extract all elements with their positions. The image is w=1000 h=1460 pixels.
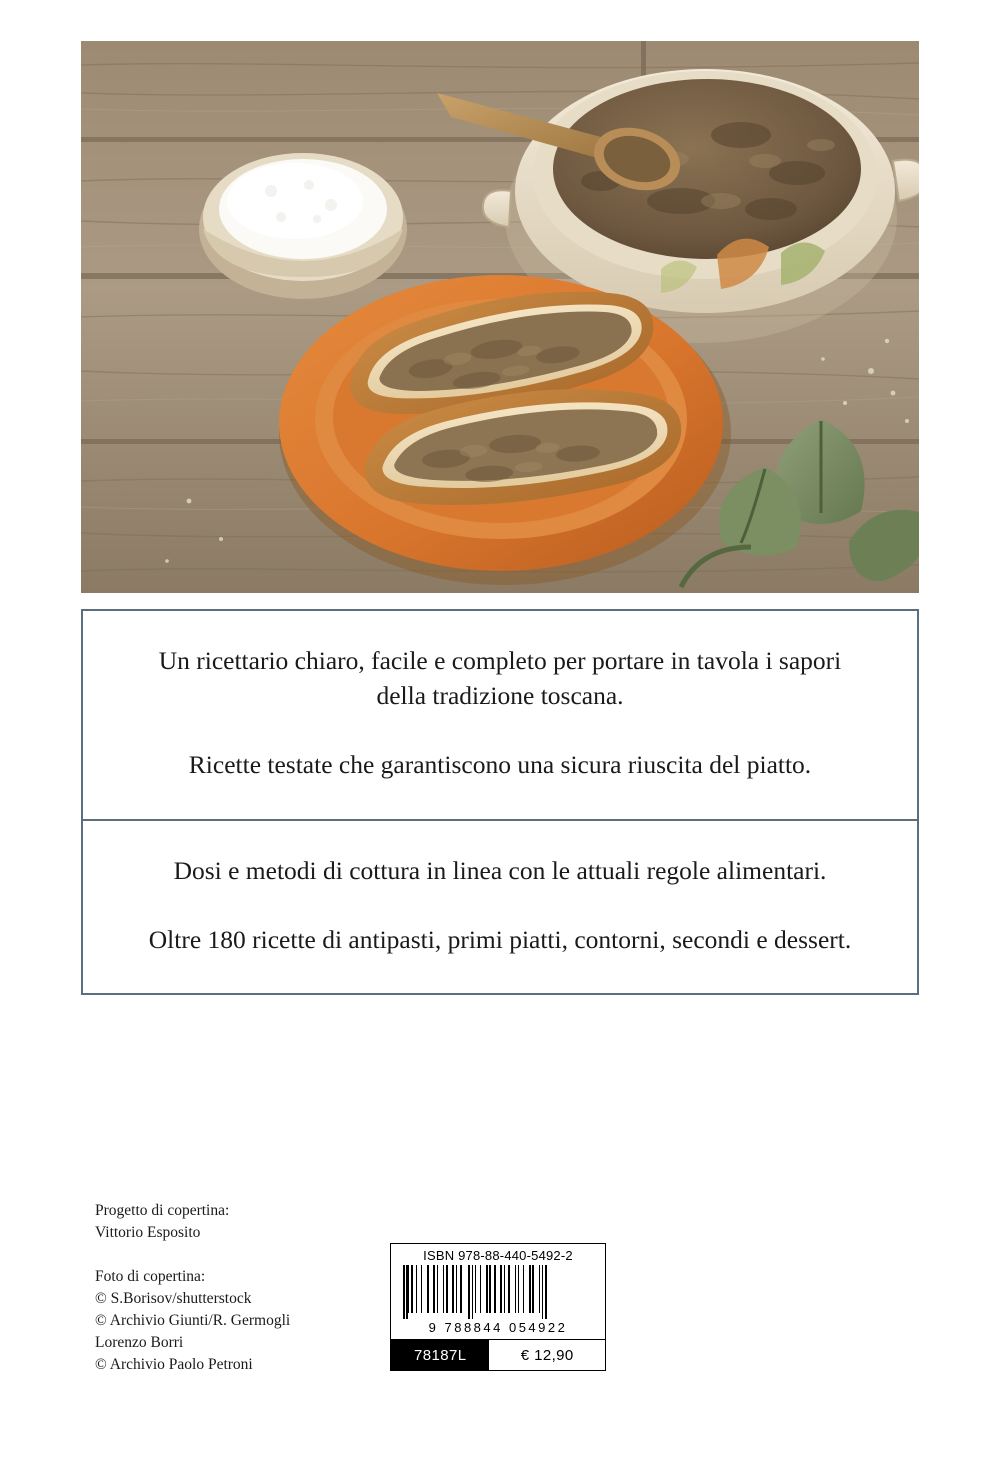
credit-line: Lorenzo Borri (95, 1334, 184, 1351)
isbn-label: ISBN 978-88-440-5492-2 (423, 1248, 573, 1263)
blurb-paragraph: Oltre 180 ricette di antipasti, primi piatti, contorni, secondi e dessert. (148, 924, 852, 954)
credit-line: © S.Borisov/shutterstock (95, 1290, 252, 1307)
ean13-digits: 9 788844 054922 (428, 1320, 568, 1335)
blurb-paragraph: Ricette testate che garantiscono una sicura riuscita del piatto. (188, 750, 812, 780)
cover-price: € 12,90 (489, 1340, 605, 1370)
internal-code: 78187L (391, 1340, 489, 1370)
cover-photo (81, 41, 919, 593)
credits-block (95, 1200, 395, 1376)
credit-line: © Archivio Giunti/R. Germogli (95, 1312, 291, 1329)
credit-line: Foto di copertina: (95, 1268, 206, 1285)
credit-line: Vittorio Esposito (95, 1224, 201, 1241)
cover-design-credit (95, 1200, 395, 1244)
credit-line: © Archivio Paolo Petroni (95, 1356, 253, 1373)
blurb-paragraph: Dosi e metodi di cottura in linea con le attuali regole alimentari. (173, 855, 827, 885)
blurb-box-2 (83, 819, 917, 993)
credit-line: Progetto di copertina: (95, 1202, 230, 1219)
blurb-box-1 (83, 611, 917, 819)
cover-photo-credit (95, 1266, 395, 1376)
ean13-barcode (403, 1265, 593, 1319)
price-row (391, 1339, 605, 1370)
cover-photo-illustration (81, 41, 919, 593)
blurb-panel (81, 609, 919, 995)
barcode-block (390, 1243, 606, 1371)
blurb-paragraph: Un ricettario chiaro, facile e completo per portare in tavola i sapori della tradizione toscana. (158, 646, 842, 711)
